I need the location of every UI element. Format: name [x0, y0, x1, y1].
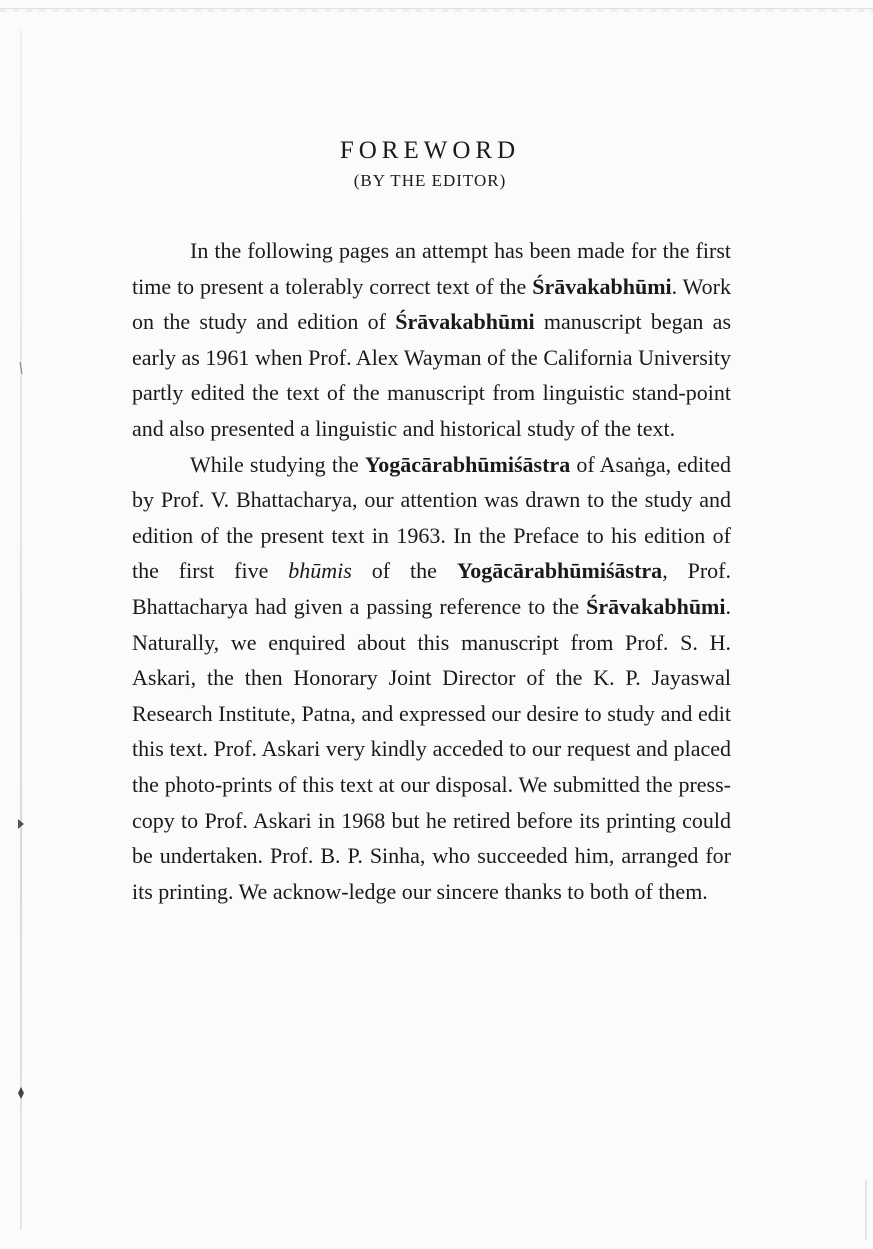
bold-term: Śrāvakabhūmi [532, 273, 672, 299]
text-run: of Asaṅga, edited by Prof. V. Bhattacharya, our attention was drawn to the study and edition of the present text in 1963. In the Preface to his edition of the first five [132, 451, 731, 584]
margin-arrow-icon [17, 818, 25, 830]
foreword-body [132, 233, 731, 909]
margin-mark-icon [17, 362, 25, 374]
text-run: manuscript began as early as 1961 when Prof. Alex Wayman of the California University partly edited the text of the manuscript from linguistic stand-point and also presented a linguistic and historical study of the text. [132, 309, 731, 441]
text-run: . Naturally, we enquired about this manuscript from Prof. S. H. Askari, the then Honorary Joint Director of the K. P. Jayaswal Research Institute, Patna, and expressed our desire to study and edit this text. Prof. Askari very kindly acceded to our request and placed the photo-prints of this text at our disposal. We submitted the press-copy to Prof. Askari in 1968 but he retired before its printing could be undertaken. Prof. B. P. Sinha, who succeeded him, arranged for its printing. We acknow-ledge our sincere thanks to both of them. [132, 593, 731, 904]
bold-term: Yogācārabhūmiśāstra [456, 558, 663, 584]
margin-arrow-icon [17, 1087, 25, 1099]
text-run: , Prof. Bhattacharya had given a passing reference to the [132, 558, 731, 619]
italic-term: bhūmis [288, 558, 352, 584]
page-title: FOREWORD [339, 137, 521, 164]
text-run: While studying the [190, 451, 365, 477]
text-run: of the [351, 558, 457, 584]
text-run: . Work on the study and edition of [132, 273, 731, 335]
bold-term: Yogācārabhūmiśāstra [364, 451, 571, 477]
bold-term: Śrāvakabhūmi [395, 309, 535, 335]
text-run: In the following pages an attempt has been made for the first time to present a tolerably correct text of the [132, 238, 731, 299]
page-top-edge [0, 8, 873, 12]
page-subtitle: (BY THE EDITOR) [353, 171, 507, 190]
foreword-paragraph [132, 447, 731, 910]
page-right-edge [865, 1180, 867, 1240]
page-left-edge [20, 30, 22, 1230]
foreword-paragraph [132, 233, 731, 447]
bold-term: Śrāvakabhūmi [586, 593, 726, 619]
